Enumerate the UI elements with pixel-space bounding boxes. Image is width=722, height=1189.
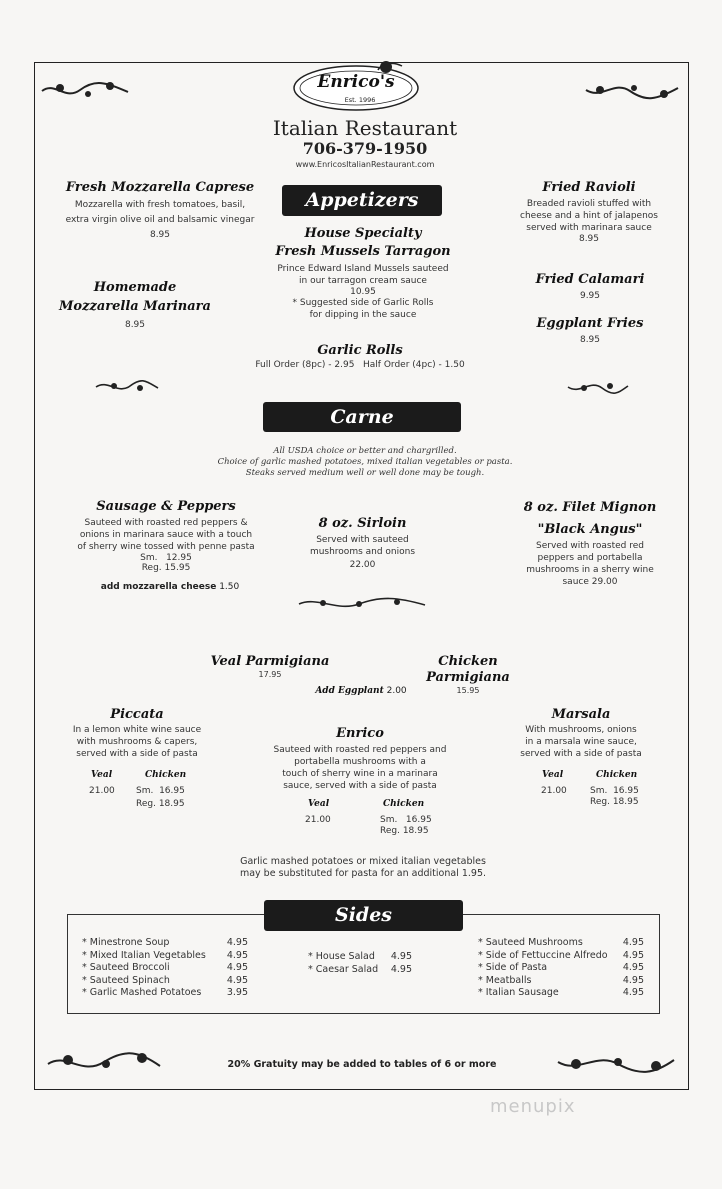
- side-price: 3.95: [226, 987, 248, 998]
- side-name: * Caesar Salad: [308, 963, 379, 975]
- list-item: [82, 962, 248, 975]
- chicken-price-regular: Reg. 18.95: [380, 826, 429, 836]
- menu-item-fried-calamari: [520, 272, 660, 301]
- list-item: [308, 964, 412, 977]
- side-name: * Sauteed Mushrooms: [478, 937, 583, 948]
- item-name: Enrico: [336, 726, 384, 741]
- list-item: [82, 987, 248, 1000]
- item-name: Fresh Mozzarella Caprese: [65, 180, 255, 195]
- item-name: Sausage & Peppers: [96, 499, 236, 514]
- item-desc: served with marinara sauce: [526, 223, 652, 233]
- gratuity-note: 20% Gratuity may be added to tables of 6 or more: [227, 1059, 497, 1070]
- logo-est: Est. 1996: [344, 96, 376, 104]
- addon-price: 2.00: [386, 686, 407, 696]
- sides-column-3: [478, 937, 644, 1000]
- side-name: * Minestrone Soup: [82, 937, 170, 948]
- addon-price: 1.50: [219, 582, 240, 592]
- item-name: Eggplant Fries: [536, 316, 644, 331]
- chicken-price-small: Sm. 16.95: [136, 786, 185, 796]
- menu-item-veal-parmigiana: [205, 654, 335, 679]
- vine-ornament-icon: [46, 1046, 162, 1080]
- item-name: 8 oz. Filet Mignon: [523, 500, 657, 515]
- item-price: 8.95: [149, 230, 171, 240]
- side-price: 4.95: [622, 987, 644, 998]
- item-price: 10.95: [350, 287, 376, 297]
- item-desc: served with a side of pasta: [76, 749, 198, 759]
- item-name: Fresh Mussels Tarragon: [275, 244, 451, 259]
- carne-note-line: All USDA choice or better and chargrilled.: [273, 446, 457, 456]
- logo-text: Enrico's: [317, 72, 395, 92]
- carne-note: [180, 446, 550, 479]
- sides-banner: Sides: [264, 900, 463, 931]
- item-note: * Suggested side of Garlic Rolls: [292, 298, 434, 308]
- chicken-label: Chicken: [596, 770, 638, 780]
- menu-item-sirloin: [290, 516, 435, 570]
- menu-item-marsala: [510, 707, 652, 760]
- side-price: 4.95: [390, 963, 412, 975]
- menu-item-garlic-rolls: [220, 343, 500, 371]
- vine-ornament-icon: [94, 377, 160, 397]
- vine-ornament-icon: [566, 377, 630, 397]
- list-item: [82, 975, 248, 988]
- note-line: Garlic mashed potatoes or mixed italian vegetables: [240, 856, 486, 867]
- carne-note-line: Steaks served medium well or well done may be tough.: [245, 468, 485, 478]
- side-name: * House Salad: [308, 951, 375, 962]
- side-name: * Side of Pasta: [478, 962, 548, 973]
- veal-price: 21.00: [89, 786, 115, 796]
- side-name: * Sauteed Spinach: [82, 974, 170, 986]
- menu-item-fried-ravioli: [500, 180, 678, 244]
- list-item: [82, 937, 248, 950]
- watermark: menupix: [490, 1096, 576, 1117]
- item-name: Piccata: [110, 707, 164, 722]
- item-name: "Black Angus": [537, 522, 643, 537]
- item-desc: touch of sherry wine in a marinara: [282, 769, 438, 779]
- item-price: 9.95: [579, 291, 601, 301]
- item-desc: served with a side of pasta: [520, 749, 642, 759]
- item-desc: Sauteed with roasted red peppers &: [84, 518, 248, 528]
- sides-column-1: [82, 937, 248, 1000]
- item-desc: in our tarragon cream sauce: [299, 276, 427, 286]
- menu-item-mozzarella-marinara: [55, 280, 215, 330]
- item-desc: mushrooms in a sherry wine: [526, 565, 654, 575]
- side-name: * Italian Sausage: [478, 987, 559, 998]
- item-name: Chicken Parmigiana: [426, 654, 510, 685]
- veal-price: 21.00: [541, 786, 567, 796]
- vine-ornament-icon: [40, 76, 130, 106]
- item-name: 8 oz. Sirloin: [318, 516, 407, 531]
- side-price: 4.95: [622, 949, 644, 961]
- sausage-addon: [70, 582, 270, 592]
- item-name: Garlic Rolls: [317, 343, 403, 358]
- list-item: [478, 975, 644, 988]
- item-name: Mozzarella Marinara: [59, 299, 211, 314]
- item-name: Fried Calamari: [535, 272, 645, 287]
- item-desc: With mushrooms, onions: [525, 725, 637, 735]
- veal-price: 21.00: [305, 815, 331, 825]
- item-desc: Served with roasted red: [536, 541, 644, 551]
- item-price-regular: Reg. 15.95: [141, 563, 191, 573]
- menu-item-caprese: [50, 180, 270, 240]
- item-desc: onions in marinara sauce with a touch: [79, 530, 253, 540]
- item-price: 17.95: [258, 670, 282, 679]
- vine-ornament-icon: [297, 594, 427, 614]
- chicken-price-regular: Reg. 18.95: [136, 799, 185, 809]
- chicken-label: Chicken: [145, 770, 187, 780]
- item-desc: mushrooms and onions: [309, 547, 416, 557]
- side-price: 4.95: [390, 951, 412, 962]
- menu-item-sausage-peppers: [66, 499, 266, 573]
- carne-note-line: Choice of garlic mashed potatoes, mixed italian vegetables or pasta.: [217, 457, 513, 467]
- side-price: 4.95: [226, 974, 248, 986]
- veal-label: Veal: [542, 770, 564, 780]
- vine-ornament-icon: [556, 1046, 676, 1080]
- item-name: Homemade: [93, 280, 177, 295]
- side-name: * Side of Fettuccine Alfredo: [478, 949, 608, 961]
- side-price: 4.95: [622, 937, 644, 948]
- menu-item-piccata: [62, 707, 212, 760]
- item-desc: Full Order (8pc) - 2.95 Half Order (4pc) - 1.50: [255, 360, 465, 370]
- chicken-label: Chicken: [383, 799, 425, 809]
- item-desc: with mushrooms & capers,: [76, 737, 198, 747]
- sides-column-2: [308, 951, 412, 976]
- chicken-price-small: Sm. 16.95: [590, 786, 639, 796]
- carne-banner: Carne: [263, 402, 461, 432]
- item-desc: cheese and a hint of jalapenos: [520, 211, 658, 221]
- side-price: 4.95: [622, 962, 644, 973]
- phone-number: 706-379-1950: [302, 139, 428, 158]
- item-desc: peppers and portabella: [537, 553, 643, 563]
- item-name: Fried Ravioli: [542, 180, 636, 195]
- list-item: [478, 937, 644, 950]
- item-desc: sauce 29.00: [562, 577, 618, 587]
- website-link: www.EnricosItalianRestaurant.com: [295, 160, 435, 169]
- page-title: Italian Restaurant: [272, 116, 458, 140]
- item-desc: in a marsala wine sauce,: [525, 737, 637, 747]
- item-desc: of sherry wine tossed with penne pasta: [77, 542, 255, 552]
- list-item: [82, 950, 248, 963]
- side-name: * Garlic Mashed Potatoes: [82, 987, 202, 998]
- item-desc: sauce, served with a side of pasta: [283, 781, 437, 791]
- list-item: [478, 962, 644, 975]
- item-price-small: Sm. 12.95: [140, 553, 192, 563]
- appetizers-banner: Appetizers: [282, 185, 442, 216]
- menu-item-filet-mignon: [506, 500, 674, 588]
- add-eggplant: [300, 686, 422, 696]
- menu-item-enrico: [262, 726, 458, 792]
- item-desc: portabella mushrooms with a: [294, 757, 426, 767]
- veal-label: Veal: [91, 770, 113, 780]
- item-desc: extra virgin olive oil and balsamic vinegar: [65, 215, 255, 225]
- item-name: Veal Parmigiana: [210, 654, 330, 669]
- list-item: [478, 950, 644, 963]
- item-name: Marsala: [551, 707, 611, 722]
- item-desc: Sauteed with roasted red peppers and: [273, 745, 447, 755]
- item-desc: Served with sauteed: [316, 535, 409, 545]
- side-price: 4.95: [226, 937, 248, 948]
- item-price: 8.95: [578, 234, 600, 244]
- item-desc: Mozzarella with fresh tomatoes, basil,: [74, 200, 246, 210]
- side-price: 4.95: [226, 949, 248, 961]
- chicken-price-regular: Reg. 18.95: [590, 797, 639, 807]
- list-item: [308, 951, 412, 964]
- veal-label: Veal: [308, 799, 330, 809]
- side-price: 4.95: [622, 974, 644, 986]
- menu-item-eggplant-fries: [520, 316, 660, 345]
- side-name: * Sauteed Broccoli: [82, 962, 170, 973]
- side-name: * Mixed Italian Vegetables: [82, 949, 206, 961]
- list-item: [478, 987, 644, 1000]
- item-note: for dipping in the sauce: [309, 310, 417, 320]
- menu-item-mussels: [248, 226, 478, 321]
- item-label: House Specialty: [304, 226, 422, 241]
- substitution-note: [200, 856, 526, 880]
- addon-label: Add Eggplant: [315, 686, 384, 696]
- item-desc: Breaded ravioli stuffed with: [526, 199, 652, 209]
- side-price: 4.95: [226, 962, 248, 973]
- addon-label: add mozzarella cheese: [100, 582, 217, 592]
- item-desc: Prince Edward Island Mussels sauteed: [277, 264, 449, 274]
- note-line: may be substituted for pasta for an additional 1.95.: [239, 868, 487, 879]
- chicken-price-small: Sm. 16.95: [380, 815, 432, 825]
- vine-ornament-icon: [584, 76, 680, 106]
- item-price: 22.00: [349, 560, 376, 570]
- item-desc: In a lemon white wine sauce: [72, 725, 202, 735]
- item-price: 8.95: [124, 320, 146, 330]
- side-name: * Meatballs: [478, 974, 532, 986]
- item-price: 15.95: [456, 686, 480, 695]
- item-price: 8.95: [579, 335, 601, 345]
